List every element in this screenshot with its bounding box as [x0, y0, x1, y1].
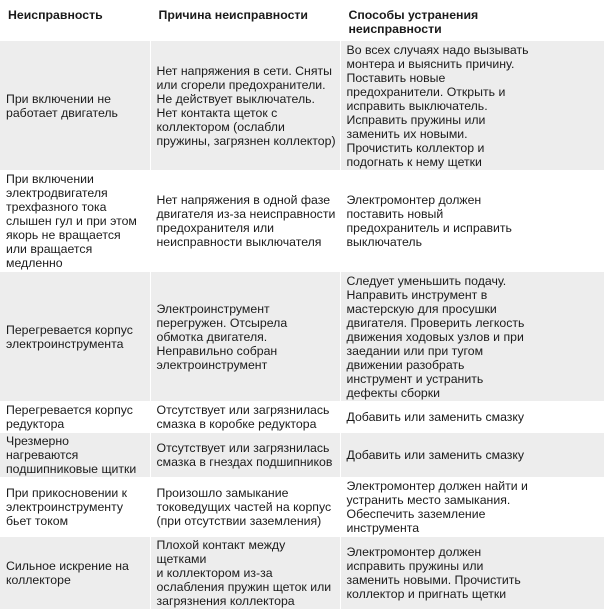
cause-cell: Отсутствует или загрязнилась смазка в коробке редуктора	[150, 402, 340, 433]
table-row	[0, 537, 604, 609]
fault-cell: При включении не работает двигатель	[0, 41, 150, 171]
fault-cell: Перегревается корпус редуктора	[0, 402, 150, 433]
header-fault: Неисправность	[0, 0, 150, 41]
table-row	[0, 433, 604, 478]
remedy-cell: Электромонтер должен поставить новый предохранитель и исправить выключатель	[340, 171, 604, 272]
table-header	[0, 0, 604, 41]
cause-cell: Плохой контакт между щетками и коллектором из-за ослабления пружин щеток или загрязнения коллектора	[150, 537, 340, 609]
table-row	[0, 41, 604, 171]
table-row	[0, 272, 604, 402]
fault-cell: При прикосновении к электроинструменту бьет током	[0, 478, 150, 537]
cause-cell: Нет напряжения в сети. Сняты или сгорели предохранители. Не действует выключатель. Нет контакта щеток с коллектором (ослабли пружины, загрязнен коллектор)	[150, 41, 340, 171]
cause-cell: Отсутствует или загрязнилась смазка в гнездах подшипников	[150, 433, 340, 478]
remedy-cell: Электромонтер должен найти и устранить место замыкания. Обеспечить заземление инструмента	[340, 478, 604, 537]
remedy-cell: Следует уменьшить подачу. Направить инструмент в мастерскую для просушки двигателя. Проверить легкость движения ходовых узлов и при заедании или при тугом движении разобрать инструмент и устранить дефекты сборки	[340, 272, 604, 402]
cause-cell: Произошло замыкание токоведущих частей на корпус (при отсутствии заземления)	[150, 478, 340, 537]
fault-cell: Чрезмерно нагреваются подшипниковые щитки	[0, 433, 150, 478]
fault-cell: При включении электродвигателя трехфазного тока слышен гул и при этом якорь не вращается или вращается медленно	[0, 171, 150, 272]
remedy-cell: Электромонтер должен исправить пружины или заменить новыми. Прочистить коллектор и пригнать щетки	[340, 537, 604, 609]
fault-cell: Сильное искрение на коллекторе	[0, 537, 150, 609]
fault-cell: Перегревается корпус электроинструмента	[0, 272, 150, 402]
header-remedy: Способы устранения неисправности	[340, 0, 604, 41]
table-row	[0, 402, 604, 433]
cause-cell: Электроинструмент перегружен. Отсырела обмотка двигателя. Неправильно собран электроинструмент	[150, 272, 340, 402]
remedy-cell: Добавить или заменить смазку	[340, 402, 604, 433]
header-cause: Причина неисправности	[150, 0, 340, 41]
remedy-cell: Во всех случаях надо вызывать монтера и выяснить причину. Поставить новые предохранители. Открыть и исправить выключатель. Исправить пружины или заменить их новыми. Прочистить коллектор и подогнать к нему щетки	[340, 41, 604, 171]
table-row	[0, 478, 604, 537]
table-row	[0, 171, 604, 272]
remedy-cell: Добавить или заменить смазку	[340, 433, 604, 478]
table-body	[0, 41, 604, 609]
cause-cell: Нет напряжения в одной фазе двигателя из-за неисправности предохранителя или неисправности выключателя	[150, 171, 340, 272]
header-row	[0, 0, 604, 41]
